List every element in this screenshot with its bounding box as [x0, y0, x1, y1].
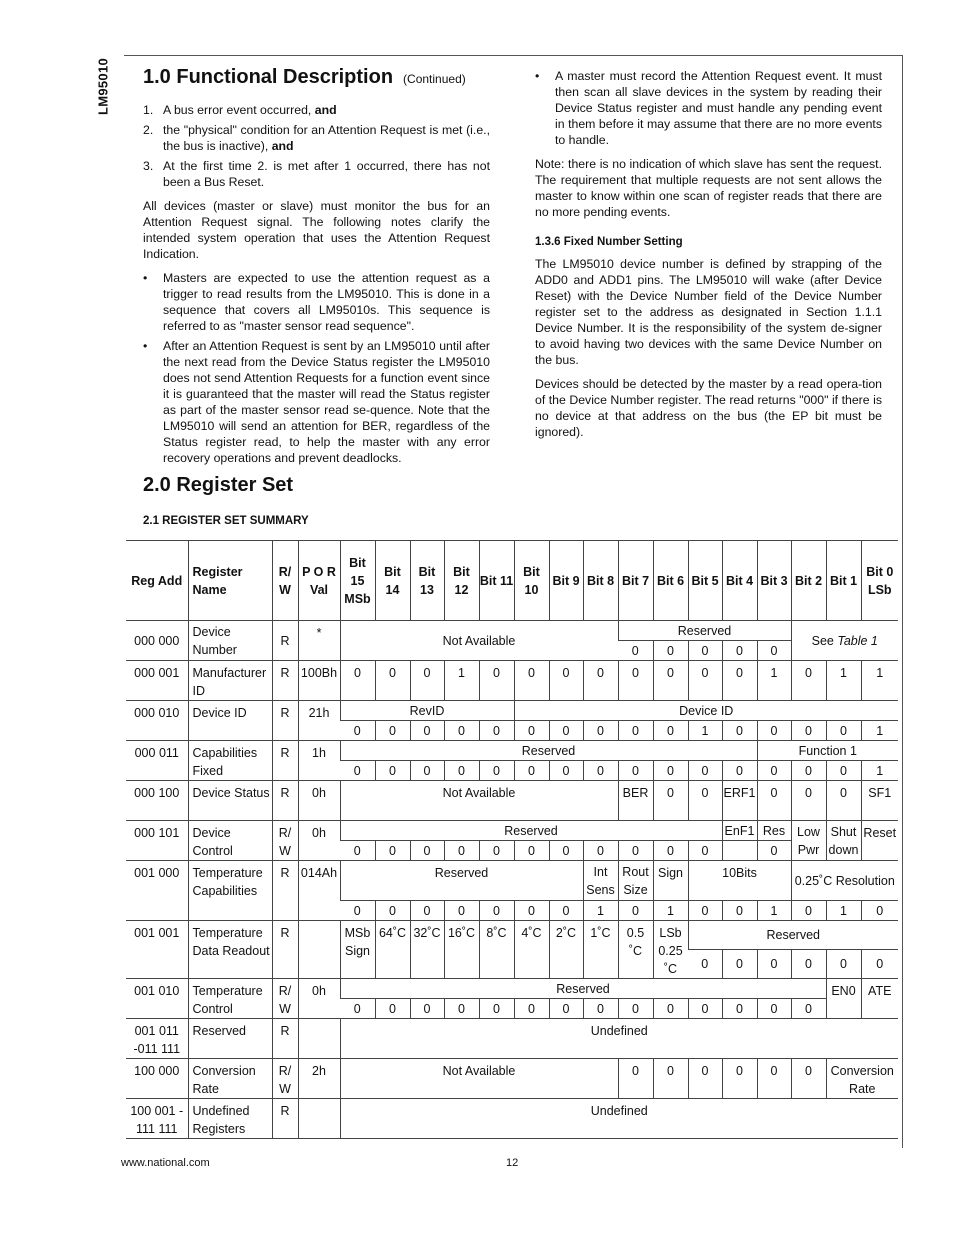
- bit-cell: 0: [618, 1059, 653, 1099]
- bit-cell: ERF1: [722, 781, 757, 821]
- bit-cell: 0: [653, 841, 688, 861]
- table-row: [126, 1019, 898, 1059]
- reg-name: Temperature Data Readout: [188, 921, 272, 979]
- bit-cell: 0: [618, 761, 653, 781]
- bit-cell: 0: [410, 721, 444, 741]
- bit-cell: 0: [722, 641, 757, 661]
- reg-add: 000 101: [126, 821, 188, 861]
- bit-cell: 0: [410, 661, 444, 701]
- bit-cell: 0: [549, 661, 583, 701]
- bullet-item: • A master must record the Attention Request event. It must then scan all slave devices in the system by reading their Device Status register and must handle any pending event in them before it may assume that there are no more events to handle.: [535, 69, 882, 147]
- header-cell: Bit 1: [826, 541, 861, 621]
- reg-por: 100Bh: [298, 661, 340, 701]
- bit-cell: 0: [549, 761, 583, 781]
- bit-cell: 0: [653, 999, 688, 1019]
- bit-cell: 0: [791, 781, 826, 821]
- reg-rw: R: [272, 661, 298, 701]
- table-row: [126, 741, 898, 761]
- bit-cell: 0: [410, 841, 444, 861]
- reg-name: Device ID: [188, 701, 272, 741]
- see-table-cell: See Table 1: [791, 621, 898, 661]
- reg-name: Device Number: [188, 621, 272, 661]
- bit-cell: 0: [618, 901, 653, 921]
- reg-name: Capabilities Fixed: [188, 741, 272, 781]
- reg-rw: R/ W: [272, 821, 298, 861]
- table-row: [126, 979, 898, 999]
- section1-title: 1.0 Functional Description (Continued): [143, 66, 466, 88]
- header-cell: R/ W: [272, 541, 298, 621]
- bit-cell: 0: [757, 1059, 791, 1099]
- table-row: [126, 821, 898, 841]
- bit-cell: 0: [479, 841, 514, 861]
- bit-cell: 0: [583, 721, 618, 741]
- bit-cell: 0: [688, 999, 722, 1019]
- field-cell: Int Sens: [583, 861, 618, 901]
- bit-cell: 0: [514, 999, 549, 1019]
- bit-cell: 0: [757, 721, 791, 741]
- table-row: [126, 1059, 898, 1099]
- header-cell: P O R Val: [298, 541, 340, 621]
- bit-cell: 0: [826, 781, 861, 821]
- bit-cell: 0: [514, 661, 549, 701]
- bit-cell: 0: [340, 661, 375, 701]
- bit-cell: 0: [340, 901, 375, 921]
- reg-por: 0h: [298, 821, 340, 861]
- field-cell: 2˚C: [549, 921, 583, 979]
- bit-cell: 0: [444, 721, 479, 741]
- bit-cell: 0: [618, 841, 653, 861]
- field-cell: Undefined: [340, 1099, 898, 1139]
- reg-rw: R/ W: [272, 979, 298, 1019]
- bit-cell: 0: [583, 661, 618, 701]
- field-cell: 8˚C: [479, 921, 514, 979]
- field-cell: Reserved: [340, 861, 583, 901]
- reg-name: Conversion Rate: [188, 1059, 272, 1099]
- bit-cell: 1: [826, 901, 861, 921]
- bullet-item: • Masters are expected to use the attention request as a trigger to read results from the LM95010. This is done in a sequence that covers all LM95010s. This sequence is referred to as "master sensor read sequence".: [143, 271, 490, 333]
- bit-cell: 0: [688, 661, 722, 701]
- bit-cell: 1: [861, 761, 898, 781]
- bit-cell: 0: [826, 721, 861, 741]
- paragraph: All devices (master or slave) must monitor the bus for an Attention Request signal. The following notes clarify the intended system operation that uses the Attention Request Indication.: [143, 199, 490, 261]
- field-cell: EN0: [826, 979, 861, 1019]
- paragraph: Devices should be detected by the master by a read opera-tion of the Device Number register. The read returns "000" if there is no device at that address on the bus (the EP bit must be ignored).: [535, 377, 882, 439]
- bit-cell: SF1: [861, 781, 898, 821]
- section2-title: 2.0 Register Set: [143, 474, 294, 496]
- field-cell: 10Bits: [688, 861, 791, 901]
- header-cell: Register Name: [188, 541, 272, 621]
- bit-cell: 1: [861, 661, 898, 701]
- bit-cell: 0: [722, 950, 757, 979]
- field-cell: Function 1: [757, 741, 898, 761]
- reg-add: 000 011: [126, 741, 188, 781]
- field-cell: Not Available: [340, 781, 618, 821]
- right-column: [535, 68, 882, 448]
- reg-por: 21h: [298, 701, 340, 741]
- bit-cell: 0: [514, 841, 549, 861]
- bit-cell: 0: [340, 761, 375, 781]
- bit-cell: 0: [653, 761, 688, 781]
- condition-list: [143, 102, 490, 190]
- bit-cell: 0: [479, 901, 514, 921]
- reg-add: 001 010: [126, 979, 188, 1019]
- reg-name: Device Status: [188, 781, 272, 821]
- bullet-item: • After an Attention Request is sent by an LM95010 until after the next read from the Device Status register the LM95010 does not send Attention Requests for a function event since it is guaranteed that the master will read the Status register as part of the master sensor read se-quence. Note that the LM95010 will send an attention for BER, regardless of the Status register read, to help the master with any error recovery operations and prevent deadlocks.: [143, 339, 490, 465]
- field-cell: Reserved: [618, 621, 791, 641]
- field-cell: Not Available: [340, 621, 618, 661]
- bit-cell: 0: [722, 1059, 757, 1099]
- bit-cell: 0: [757, 841, 791, 861]
- field-cell: Reserved: [340, 821, 722, 841]
- bit-cell: 0: [375, 661, 410, 701]
- bit-cell: 0: [479, 999, 514, 1019]
- reg-por: *: [298, 621, 340, 661]
- reg-name: Temperature Control: [188, 979, 272, 1019]
- header-cell: Bit 8: [583, 541, 618, 621]
- reg-rw: R: [272, 741, 298, 781]
- bit-cell: 0: [688, 781, 722, 821]
- bullet-list: [143, 270, 490, 466]
- field-cell: Low Pwr: [791, 821, 826, 861]
- bit-cell: 0: [375, 721, 410, 741]
- header-cell: Bit 5: [688, 541, 722, 621]
- reg-add: 100 001 - 111 111: [126, 1099, 188, 1139]
- header-cell: Bit 15 MSb: [340, 541, 375, 621]
- reg-por: 0h: [298, 979, 340, 1019]
- list-item: 3. At the first time 2. is met after 1 occurred, there has not been a Bus Reset.: [143, 159, 490, 189]
- bit-cell: 0: [757, 999, 791, 1019]
- reg-rw: R: [272, 1099, 298, 1139]
- reg-add: 000 100: [126, 781, 188, 821]
- reg-add: 000 010: [126, 701, 188, 741]
- field-cell: Rout Size: [618, 861, 653, 901]
- section2-subtitle: 2.1 REGISTER SET SUMMARY: [143, 515, 309, 527]
- bit-cell: 0: [861, 950, 898, 979]
- bit-cell: 0: [653, 661, 688, 701]
- bit-cell: 0: [791, 661, 826, 701]
- reg-add: 001 011 -011 111: [126, 1019, 188, 1059]
- bit-cell: [722, 841, 757, 861]
- field-cell: Sign: [653, 861, 688, 901]
- reg-name: Temperature Capabilities: [188, 861, 272, 921]
- bit-cell: 0: [444, 841, 479, 861]
- bit-cell: 0: [722, 661, 757, 701]
- field-cell: Reset: [861, 821, 898, 861]
- table-row: [126, 621, 898, 641]
- reg-rw: R: [272, 1019, 298, 1059]
- reg-name: Manufacturer ID: [188, 661, 272, 701]
- bit-cell: 0: [549, 841, 583, 861]
- table-row: [126, 661, 898, 701]
- reg-add: 000 000: [126, 621, 188, 661]
- field-cell: 16˚C: [444, 921, 479, 979]
- bit-cell: 0: [826, 950, 861, 979]
- bit-cell: 0: [791, 901, 826, 921]
- bit-cell: 0: [688, 901, 722, 921]
- bit-cell: 0: [688, 1059, 722, 1099]
- bit-cell: 0: [514, 761, 549, 781]
- bit-cell: 0: [583, 761, 618, 781]
- bit-cell: 0: [444, 901, 479, 921]
- field-cell: 1˚C: [583, 921, 618, 979]
- field-cell: 0.25˚C Resolution: [791, 861, 898, 901]
- header-cell: Bit 9: [549, 541, 583, 621]
- bit-cell: 0: [757, 781, 791, 821]
- table-header-row: [126, 541, 898, 621]
- field-cell: 64˚C: [375, 921, 410, 979]
- bit-cell: 0: [583, 841, 618, 861]
- bit-cell: 0: [375, 999, 410, 1019]
- note-paragraph: Note: there is no indication of which slave has sent the request. The requirement that multiple requests are not sent allows the master to know within one scan of register reads that there are no more pending events.: [535, 157, 882, 219]
- bit-cell: 0: [549, 999, 583, 1019]
- field-cell: Shut down: [826, 821, 861, 861]
- bit-cell: 1: [861, 721, 898, 741]
- bit-cell: 0: [791, 950, 826, 979]
- bit-cell: 0: [583, 999, 618, 1019]
- bit-cell: 0: [791, 1059, 826, 1099]
- bit-cell: 0: [757, 641, 791, 661]
- reg-por: 014Ah: [298, 861, 340, 921]
- bit-cell: 0: [410, 761, 444, 781]
- bit-cell: 1: [583, 901, 618, 921]
- bit-cell: 1: [757, 901, 791, 921]
- reg-name: Reserved: [188, 1019, 272, 1059]
- bit-cell: 0: [826, 761, 861, 781]
- bit-cell: 0: [410, 999, 444, 1019]
- bit-cell: 0: [375, 761, 410, 781]
- field-cell: Device ID: [514, 701, 898, 721]
- bit-cell: 0: [791, 721, 826, 741]
- header-cell: Bit 11: [479, 541, 514, 621]
- reg-por: [298, 1099, 340, 1139]
- reg-add: 001 000: [126, 861, 188, 921]
- bit-cell: 1: [653, 901, 688, 921]
- header-cell: Bit 13: [410, 541, 444, 621]
- bit-cell: 0: [479, 721, 514, 741]
- table-row: [126, 701, 898, 721]
- header-cell: Bit 2: [791, 541, 826, 621]
- bit-cell: 0: [375, 901, 410, 921]
- bit-cell: 0: [688, 761, 722, 781]
- reg-por: 2h: [298, 1059, 340, 1099]
- field-cell: Reserved: [340, 741, 757, 761]
- bit-cell: 0: [791, 999, 826, 1019]
- reg-rw: R: [272, 701, 298, 741]
- header-cell: Bit 7: [618, 541, 653, 621]
- reg-rw: R: [272, 921, 298, 979]
- bit-cell: 0: [340, 721, 375, 741]
- bit-cell: 0: [722, 721, 757, 741]
- reg-rw: R: [272, 621, 298, 661]
- list-item: 2. the "physical" condition for an Attention Request is met (i.e., the bus is inactive), and: [143, 123, 490, 153]
- reg-name: Device Control: [188, 821, 272, 861]
- list-item: 1. A bus error event occurred, and: [143, 103, 337, 117]
- bit-cell: 0: [757, 950, 791, 979]
- bit-cell: 0: [549, 721, 583, 741]
- bit-cell: 0: [722, 999, 757, 1019]
- header-cell: Bit 4: [722, 541, 757, 621]
- field-cell: Reserved: [340, 979, 826, 999]
- header-cell: Bit 10: [514, 541, 549, 621]
- bit-cell: 0: [410, 901, 444, 921]
- reg-por: [298, 1019, 340, 1059]
- field-cell: ATE: [861, 979, 898, 1019]
- reg-por: 0h: [298, 781, 340, 821]
- field-cell: Not Available: [340, 1059, 618, 1099]
- bit-cell: 0: [618, 641, 653, 661]
- header-cell: Bit 3: [757, 541, 791, 621]
- bit-cell: 0: [861, 901, 898, 921]
- field-cell: Res: [757, 821, 791, 841]
- field-cell: 32˚C: [410, 921, 444, 979]
- reg-name: Undefined Registers: [188, 1099, 272, 1139]
- bit-cell: 0: [340, 999, 375, 1019]
- reg-por: 1h: [298, 741, 340, 781]
- header-cell: Reg Add: [126, 541, 188, 621]
- bullet-list: [535, 68, 882, 148]
- field-cell: LSb 0.25 ˚C: [653, 921, 688, 979]
- field-cell: Undefined: [340, 1019, 898, 1059]
- table-row: [126, 1099, 898, 1139]
- bit-cell: 0: [618, 999, 653, 1019]
- page-number: 12: [506, 1157, 519, 1169]
- bit-cell: 0: [514, 721, 549, 741]
- table-row: [126, 861, 898, 901]
- bit-cell: 0: [653, 721, 688, 741]
- bit-cell: 0: [688, 841, 722, 861]
- bit-cell: 1: [826, 661, 861, 701]
- register-table: [126, 540, 898, 1139]
- reg-rw: R: [272, 861, 298, 921]
- header-cell: Bit 0 LSb: [861, 541, 898, 621]
- header-cell: Bit 12: [444, 541, 479, 621]
- table-row: [126, 781, 898, 821]
- field-cell: 4˚C: [514, 921, 549, 979]
- bit-cell: 0: [653, 641, 688, 661]
- bit-cell: 0: [340, 841, 375, 861]
- bit-cell: 0: [757, 761, 791, 781]
- reg-por: [298, 921, 340, 979]
- field-cell: Conversion Rate: [826, 1059, 898, 1099]
- bit-cell: 0: [444, 999, 479, 1019]
- reg-add: 000 001: [126, 661, 188, 701]
- field-cell: Reserved: [688, 921, 898, 950]
- bit-cell: BER: [618, 781, 653, 821]
- left-column: [143, 64, 490, 474]
- bit-cell: 0: [618, 721, 653, 741]
- reg-rw: R: [272, 781, 298, 821]
- reg-rw: R/ W: [272, 1059, 298, 1099]
- reg-add: 100 000: [126, 1059, 188, 1099]
- paragraph: The LM95010 device number is defined by strapping of the ADD0 and ADD1 pins. The LM95010 will wake (after Device Reset) with the Device Number field of the Device Number register set to the address as designated in Section 1.1.1 Device Number. It is the responsibility of the system de-signer to avoid having two devices with the same Device Number on the bus.: [535, 257, 882, 367]
- bit-cell: 0: [653, 1059, 688, 1099]
- bit-cell: 0: [688, 950, 722, 979]
- bit-cell: 1: [688, 721, 722, 741]
- header-cell: Bit 14: [375, 541, 410, 621]
- bit-cell: 0: [549, 901, 583, 921]
- header-cell: Bit 6: [653, 541, 688, 621]
- bit-cell: 0: [375, 841, 410, 861]
- bit-cell: 0: [653, 781, 688, 821]
- bit-cell: 0: [722, 901, 757, 921]
- field-cell: MSb Sign: [340, 921, 375, 979]
- bit-cell: 0: [688, 641, 722, 661]
- bit-cell: 1: [444, 661, 479, 701]
- side-title: LM95010: [95, 57, 111, 116]
- field-cell: 0.5 ˚C: [618, 921, 653, 979]
- bit-cell: 0: [514, 901, 549, 921]
- bit-cell: 0: [618, 661, 653, 701]
- bit-cell: 0: [479, 661, 514, 701]
- bit-cell: 0: [444, 761, 479, 781]
- table-row: [126, 921, 898, 950]
- bit-cell: 0: [722, 761, 757, 781]
- reg-add: 001 001: [126, 921, 188, 979]
- bit-cell: 0: [791, 761, 826, 781]
- subsection-title: 1.3.6 Fixed Number Setting: [535, 236, 683, 248]
- footer-url: www.national.com: [121, 1157, 210, 1169]
- field-cell: RevID: [340, 701, 514, 721]
- bit-cell: 0: [479, 761, 514, 781]
- bit-cell: 1: [757, 661, 791, 701]
- field-cell: EnF1: [722, 821, 757, 841]
